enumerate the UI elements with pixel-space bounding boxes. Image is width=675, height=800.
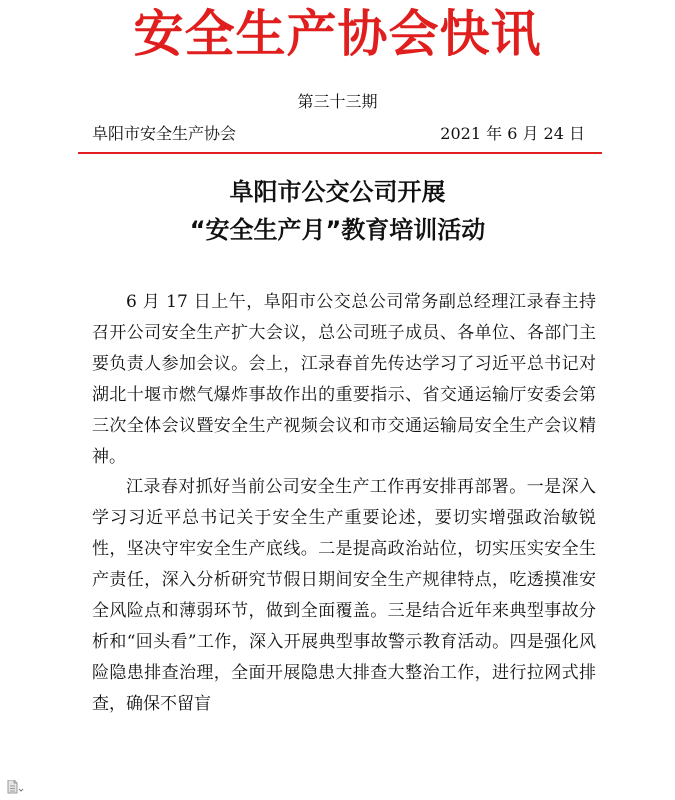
paragraph: 6 月 17 日上午，阜阳市公交总公司常务副总经理江录春主持召开公司安全生产扩大会议，总公司班子成员、各单位、各部门主要负责人参加会议。会上，江录春首先传达学习了习近平总书记对湖北十堰市燃气爆炸事故作出的重要指示、省交通运输厅安委会第三次全体会议暨安全生产视频会议和市交通运输局安全生产会议精神。: [92, 292, 596, 467]
masthead-title: 安全生产协会快讯: [133, 4, 542, 63]
article-body: [92, 287, 596, 720]
article-title-line-2: “安全生产月”教育培训活动: [189, 216, 486, 244]
publisher-name: 阜阳市安全生产协会: [92, 124, 237, 143]
paragraph: 江录春对抓好当前公司安全生产工作再安排再部署。一是深入学习习近平总书记关于安全生产重要论述，要切实增强政治敏锐性，坚决守牢安全生产底线。二是提高政治站位，切实压实安全生产责任，深入分析研究节假日期间安全生产规律特点，吃透摸准安全风险点和薄弱环节，做到全面覆盖。三是结合近年来典型事故分析和“回头看”工作，深入开展典型事故警示教育活动。四是强化风险隐患排查治理，全面开展隐患大排查大整治工作，进行拉网式排查，确保不留盲: [92, 477, 596, 714]
article-title-line-1: 阜阳市公交公司开展: [229, 178, 446, 206]
document-icon[interactable]: [6, 780, 24, 796]
header-divider: [78, 152, 602, 154]
issue-number: 第三十三期: [297, 92, 378, 111]
publish-date: 2021 年 6 月 24 日: [440, 124, 585, 143]
